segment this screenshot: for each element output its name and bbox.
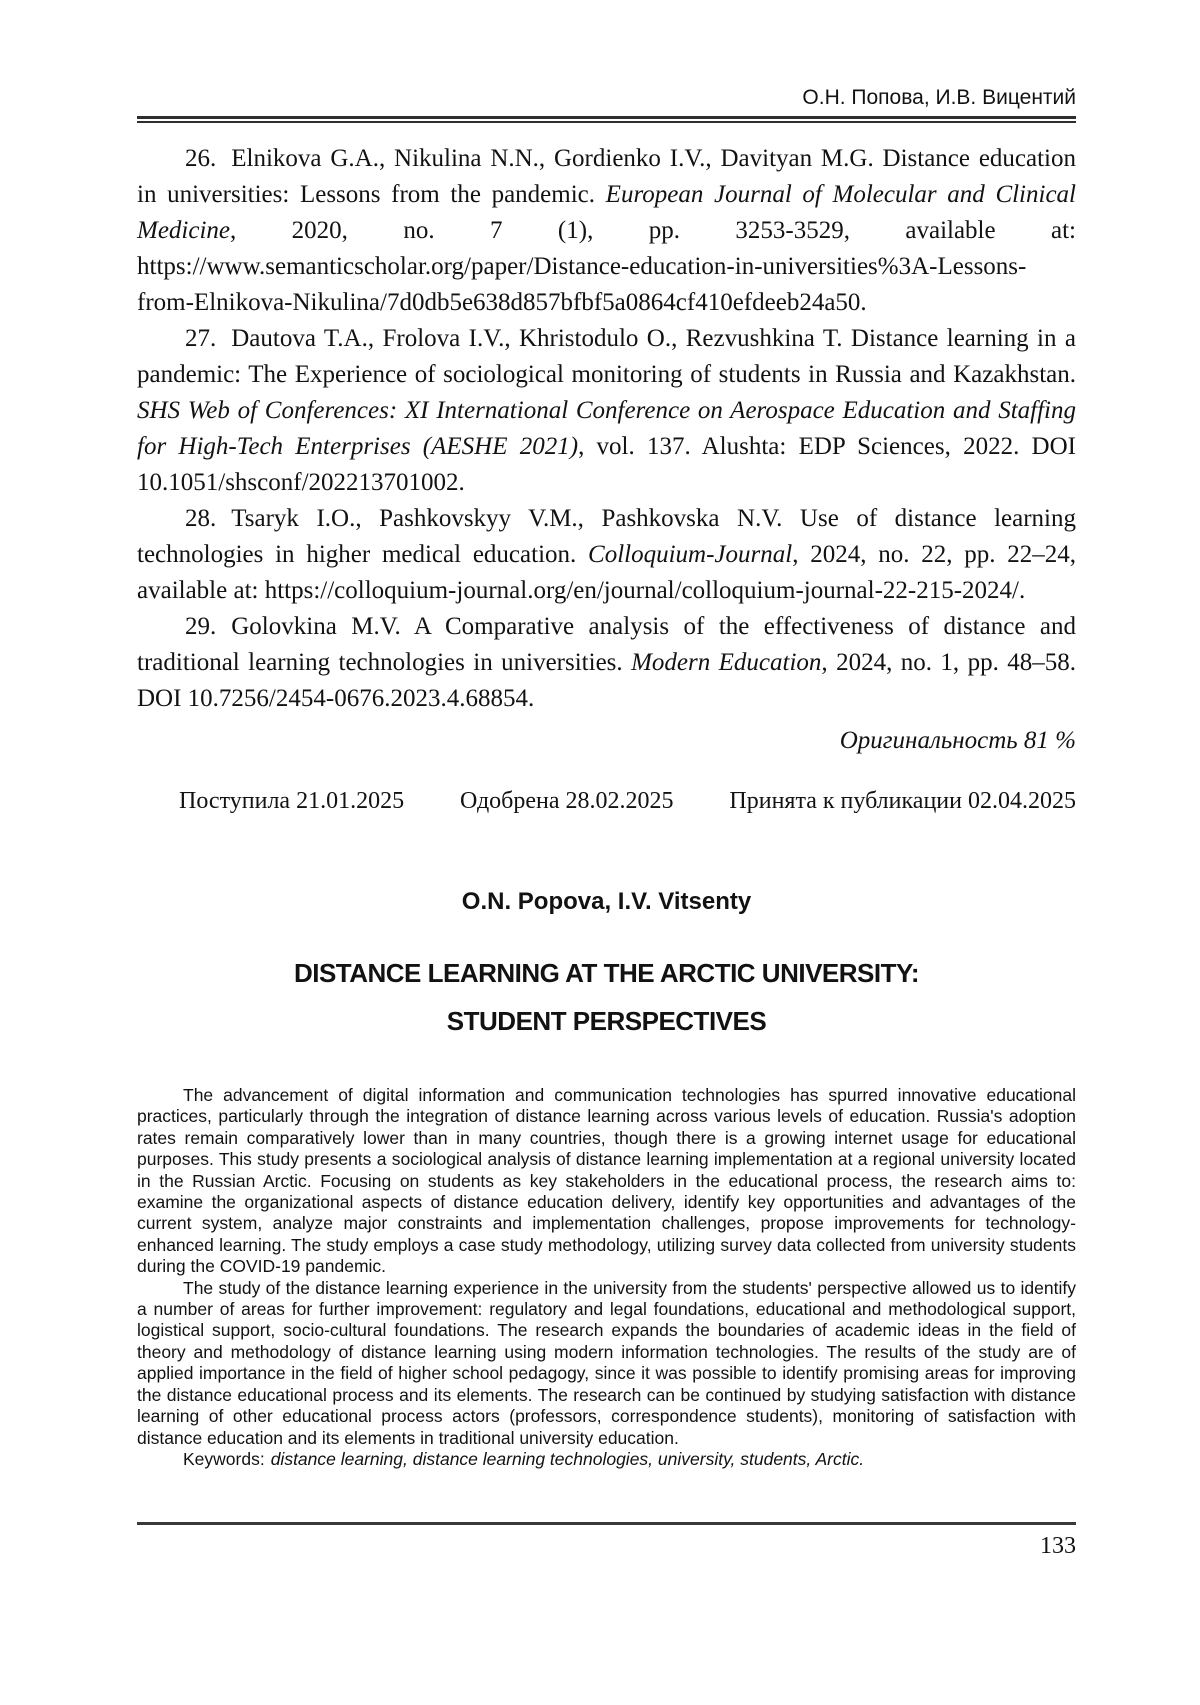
references-list (137, 141, 1076, 717)
reference-text-segment: Elnikova G.A., Nikulina N.N., Gordienko I.V., Davityan M.G. Distance education in universities: Lessons from the pandemic. (137, 145, 1076, 208)
dates-line (137, 786, 1076, 816)
keywords-line (137, 1449, 1076, 1470)
abstract (137, 1085, 1076, 1449)
reference-item (137, 501, 1076, 609)
header-rule (137, 116, 1076, 123)
abstract-paragraph: The advancement of digital information and communication technologies has spurred innovative educational practices, particularly through the integration of distance learning across various levels of education. Russia's adoption rates remain comparatively lower than in many countries, though there is a growing internet usage for educational purposes. This study presents a sociological analysis of distance learning implementation at a regional university located in the Russian Arctic. Focusing on students as key stakeholders in the educational process, the research aims to: examine the organizational aspects of distance education delivery, identify key opportunities and advantages of the current system, analyze major constraints and implementation challenges, propose improvements for technology-enhanced learning. The study employs a case study methodology, utilizing survey data collected from university students during the COVID-19 pandemic. (137, 1085, 1076, 1277)
reference-text-segment: Dautova T.A., Frolova I.V., Khristodulo O., Rezvushkina T. Distance learning in a pandemic: The Experience of sociological monitoring of students in Russia and Kazakhstan. (137, 325, 1076, 388)
reference-item (137, 141, 1076, 321)
date-accepted: Принята к публикации 02.04.2025 (729, 788, 1076, 814)
page-number: 133 (1040, 1533, 1076, 1560)
reference-number: 29. (185, 613, 217, 640)
reference-text-segment: Modern Education, (631, 649, 828, 676)
reference-text-segment: 2024, no. 1, pp. 48–58. DOI 10.7256/2454-0676.2023.4.68854. (137, 649, 1077, 712)
keywords-label: Keywords: (183, 1448, 265, 1469)
originality-note: Оригинальность 81 % (839, 727, 1076, 754)
reference-item (137, 609, 1076, 717)
reference-text-segment: , vol. 137. Alushta: EDP Sciences, 2022. DOI 10.1051/shsconf/202213701002. (137, 433, 1076, 496)
authors-en: O.N. Popova, I.V. Vitsenty (461, 888, 752, 915)
reference-text-segment: https://colloquium-journal.org/en/journal/colloquium-journal-22-215-2024/. (264, 577, 1026, 604)
date-approved: Одобрена 28.02.2025 (459, 788, 674, 814)
keywords-list: distance learning, distance learning technologies, university, students, Arctic. (270, 1448, 865, 1469)
reference-text-segment: European Journal of Molecular and Clinical Medicine (137, 181, 1076, 244)
reference-number: 27. (185, 325, 217, 352)
page-content (137, 0, 1076, 1560)
abstract-paragraph: The study of the distance learning experience in the university from the students' perspective allowed us to identify a number of areas for further improvement: regulatory and legal foundations, educational and methodological support, logistical support, socio-cultural foundations. The research expands the boundaries of academic ideas in the field of theory and methodology of distance learning using modern information technologies. The results of the study are of applied importance in the field of higher school pedagogy, since it was possible to identify promising areas for improving the distance educational process and its elements. The research can be continued by studying satisfaction with distance learning of other educational process actors (professors, correspondence students), monitoring of satisfaction with distance education and its elements in traditional university education. (137, 1277, 1076, 1448)
reference-text-segment: Tsaryk I.O., Pashkovskyy V.M., Pashkovska N.V. Use of distance learning technologies in higher medical education. (137, 505, 1076, 568)
title-line-2: STUDENT PERSPECTIVES (446, 1006, 767, 1036)
running-header-authors: О.Н. Попова, И.В. Вицентий (802, 86, 1076, 109)
reference-item (137, 321, 1076, 501)
reference-number: 26. (185, 145, 217, 172)
reference-number: 28. (185, 505, 217, 532)
reference-text-segment: Golovkina M.V. A Comparative analysis of the effectiveness of distance and traditional learning technologies in universities. (137, 613, 1076, 676)
reference-text-segment: Colloquium-Journal (588, 541, 793, 568)
reference-text-segment: https://www.semanticscholar.org/paper/Distance-education-in-universities%3A-Lessons-from-Elnikova-Nikulina/7d0db5e638d857bfbf5a0864cf410efdeeb24a50. (137, 253, 1027, 316)
reference-text-segment: , 2024, no. 22, pp. 22–24, available at: (137, 541, 1077, 604)
reference-text-segment: , 2020, no. 7 (1), pp. 3253-3529, available at: (230, 217, 1076, 244)
title-line-1: DISTANCE LEARNING AT THE ARCTIC UNIVERSITY: (293, 958, 920, 988)
article-title (137, 958, 1076, 1037)
date-received: Поступила 21.01.2025 (179, 788, 405, 814)
footer-rule (137, 1522, 1076, 1525)
reference-text-segment: SHS Web of Conferences: XI International Conference on Aerospace Education and Staffing for High-Tech Enterprises (AESHE 2021) (137, 397, 1076, 460)
